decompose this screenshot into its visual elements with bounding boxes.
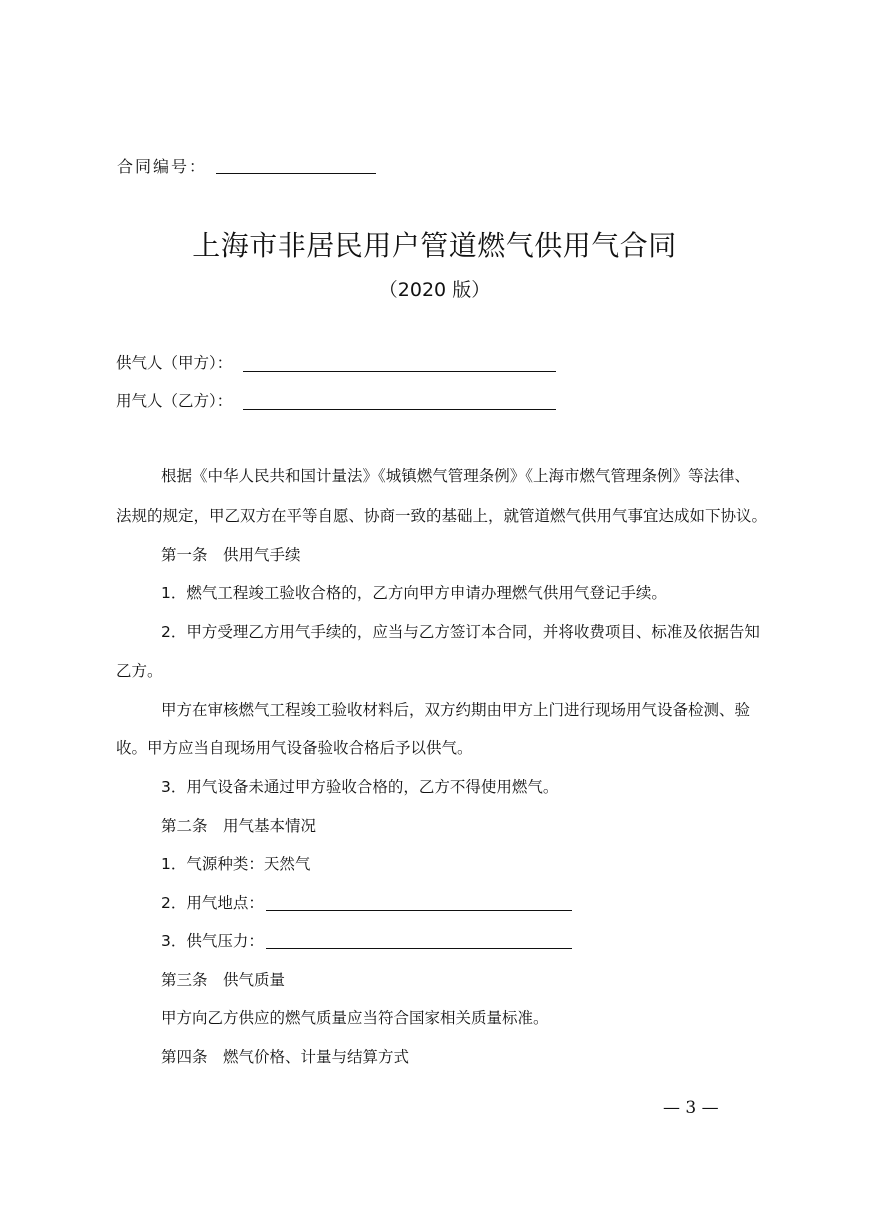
- article1-paragraph-line2: 收。甲方应当自现场用气设备验收合格后予以供气。: [116, 739, 473, 757]
- page-number: — 3 —: [663, 1098, 719, 1118]
- article2-item2: 2．用气地点：: [161, 894, 264, 912]
- user-label: 用气人（乙方）：: [116, 392, 233, 410]
- article2-heading: 第二条 用气基本情况: [161, 817, 317, 835]
- document-edition: （2020 版）: [378, 279, 491, 301]
- article1-item2-line1: 2．甲方受理乙方用气手续的，应当与乙方签订本合同，并将收费项目、标准及依据告知: [161, 623, 760, 641]
- gas-pressure-field[interactable]: [266, 948, 572, 949]
- document-title: 上海市非居民用户管道燃气供用气合同: [192, 229, 677, 262]
- contract-number-field[interactable]: [216, 173, 376, 174]
- article1-item2-line2: 乙方。: [116, 662, 163, 680]
- intro-paragraph-line1: 根据《中华人民共和国计量法》《城镇燃气管理条例》《上海市燃气管理条例》等法律、: [161, 467, 751, 485]
- article4-heading: 第四条 燃气价格、计量与结算方式: [161, 1048, 410, 1066]
- gas-location-field[interactable]: [266, 910, 572, 911]
- article2-item3: 3．供气压力：: [161, 932, 264, 950]
- intro-paragraph-line2: 法规的规定，甲乙双方在平等自愿、协商一致的基础上，就管道燃气供用气事宜达成如下协议。: [116, 507, 768, 525]
- article3-heading: 第三条 供气质量: [161, 971, 286, 989]
- article1-paragraph-line1: 甲方在审核燃气工程竣工验收材料后，双方约期由甲方上门进行现场用气设备检测、验: [161, 701, 751, 719]
- supplier-label: 供气人（甲方）：: [116, 354, 233, 372]
- contract-number-label: 合同编号：: [117, 157, 208, 176]
- article2-item1: 1．气源种类：天然气: [161, 855, 311, 873]
- article3-paragraph: 甲方向乙方供应的燃气质量应当符合国家相关质量标准。: [161, 1009, 549, 1027]
- article1-item3: 3．用气设备未通过甲方验收合格的，乙方不得使用燃气。: [161, 778, 559, 796]
- article1-heading: 第一条 供用气手续: [161, 546, 301, 564]
- supplier-field[interactable]: [243, 371, 556, 372]
- user-field[interactable]: [243, 409, 556, 410]
- article1-item1: 1．燃气工程竣工验收合格的，乙方向甲方申请办理燃气供用气登记手续。: [161, 584, 667, 602]
